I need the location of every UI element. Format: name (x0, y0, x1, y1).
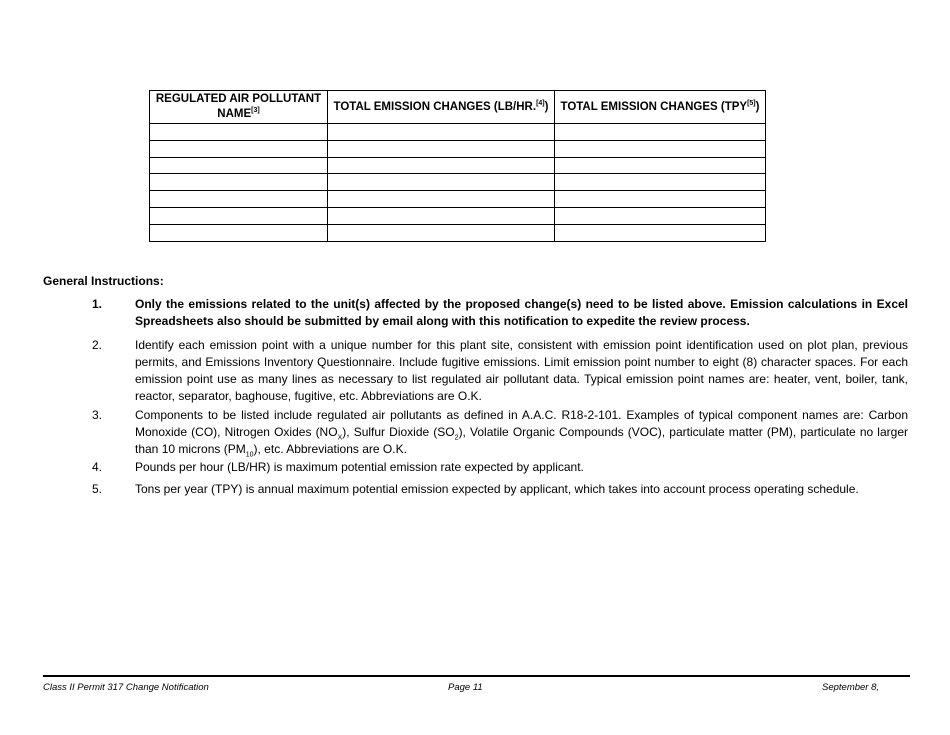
table-row (150, 224, 766, 241)
table-cell[interactable] (328, 207, 555, 224)
table-cell[interactable] (150, 124, 328, 141)
instruction-text: Tons per year (TPY) is annual maximum potential emission expected by applicant, which takes into account process operating schedule. (135, 482, 859, 496)
table-cell[interactable] (328, 157, 555, 174)
table-row (150, 191, 766, 208)
table-row (150, 174, 766, 191)
table-cell[interactable] (555, 174, 766, 191)
general-instructions-title: General Instructions: (43, 274, 164, 288)
footer-divider (43, 675, 910, 677)
table-cell[interactable] (150, 140, 328, 157)
header-tpy: TOTAL EMISSION CHANGES (TPY[5]) (555, 91, 766, 124)
table-cell[interactable] (150, 191, 328, 208)
table-cell[interactable] (555, 191, 766, 208)
instruction-number: 3. (92, 408, 103, 422)
instruction-text: Components to be listed include regulated air pollutants as defined in A.A.C. R18-2-101. Examples of typical component names are: Carbon Monoxide (CO), Nitrogen Oxides $(NO_X)$, Sulfur Dioxide $(SO_2)$, Volatile Organic Compounds (VOC), particulate matter (PM), particulate no larger than 10 microns $(PM_{10})$, etc. Abbreviations are O.K. (135, 408, 908, 459)
instruction-number: 5. (92, 482, 103, 496)
table-cell[interactable] (555, 140, 766, 157)
header-lb-hr: TOTAL EMISSION CHANGES (LB/HR.[4]) (328, 91, 555, 124)
instruction-number: 4. (92, 460, 103, 474)
table-cell[interactable] (555, 124, 766, 141)
table-cell[interactable] (150, 224, 328, 241)
footer-page-number: Page 11 (448, 682, 483, 693)
footer-date: September 8, (822, 682, 880, 693)
table-cell[interactable] (328, 124, 555, 141)
table-cell[interactable] (555, 207, 766, 224)
table-row (150, 124, 766, 141)
instruction-text: Identify each emission point with a unique number for this plant site, consistent with emission point identification used on plot plan, previous permits, and Emissions Inventory Questionnaire. Include fugitive emissions. Limit emission point number to eight (8) character spaces. For each emission point use as many lines as necessary to list regulated air pollutant data. Typical emission point names are: heater, vent, boiler, tank, reactor, separator, baghouse, fugitive, etc. Abbreviations are O.K. (135, 338, 908, 403)
table-row (150, 140, 766, 157)
table-cell[interactable] (328, 224, 555, 241)
instruction-text: Pounds per hour (LB/HR) is maximum potential emission rate expected by applicant. (135, 460, 584, 474)
table-cell[interactable] (150, 174, 328, 191)
table-cell[interactable] (328, 191, 555, 208)
table-cell[interactable] (328, 140, 555, 157)
table-cell[interactable] (328, 174, 555, 191)
table-cell[interactable] (150, 157, 328, 174)
instruction-number: 2. (92, 338, 103, 352)
emission-changes-table (149, 90, 766, 242)
table-row (150, 207, 766, 224)
table-cell[interactable] (555, 224, 766, 241)
table-row (150, 157, 766, 174)
table-cell[interactable] (150, 207, 328, 224)
table-header-row (150, 91, 766, 124)
footer-document-title: Class II Permit 317 Change Notification (43, 682, 209, 693)
table-cell[interactable] (555, 157, 766, 174)
header-pollutant-name: REGULATED AIR POLLUTANT NAME[3] (150, 91, 328, 124)
instruction-text: Only the emissions related to the unit(s) affected by the proposed change(s) need to be listed above. Emission calculations in Excel Spreadsheets also should be submitted by email along with this notification to expedite the review process. (135, 297, 908, 328)
instruction-number: 1. (92, 297, 103, 311)
